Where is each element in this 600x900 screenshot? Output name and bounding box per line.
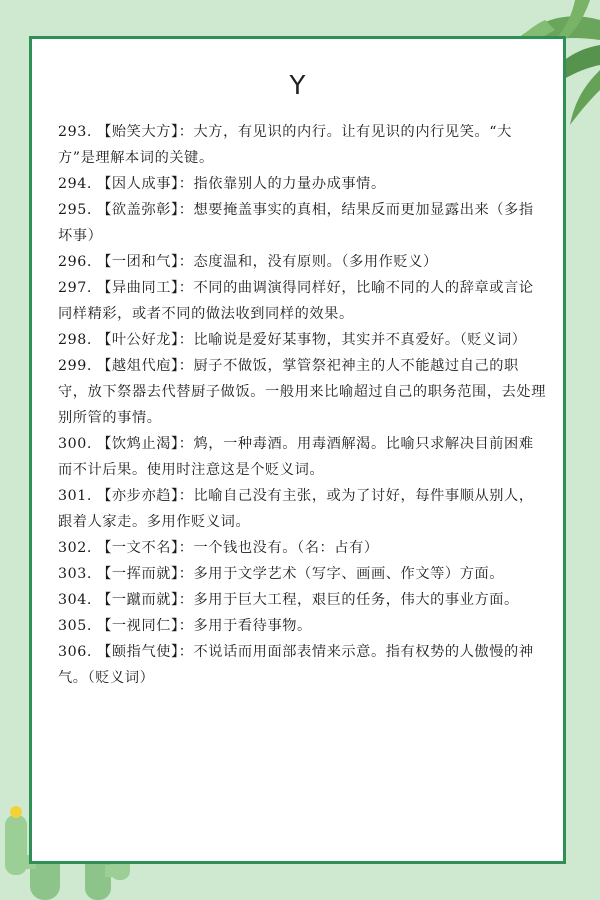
idiom-entry-297: 297. 【异曲同工】：不同的曲调演得同样好，比喻不同的人的辞章或言论同样精彩，或者不同的做法收到同样的效果。 (58, 280, 534, 322)
idiom-entry-295: 295. 【欲盖弥彰】：想要掩盖事实的真相，结果反而更加显露出来（多指坏事） (58, 202, 534, 244)
idiom-entry-294: 294. 【因人成事】：指依靠别人的力量办成事情。 (58, 176, 386, 192)
content-card (29, 36, 566, 864)
idiom-entry-303: 303. 【一挥而就】：多用于文学艺术（写字、画画、作文等）方面。 (58, 566, 505, 582)
idiom-entry-301: 301. 【亦步亦趋】：比喻自己没有主张，或为了讨好，每件事顺从别人，跟着人家走。多用作贬义词。 (58, 488, 534, 530)
idiom-entry-299: 299. 【越俎代庖】：厨子不做饭，掌管祭祀神主的人不能越过自己的职守，放下祭器去代替厨子做饭。一般用来比喻超过自己的职务范围，去处理别所管的事情。 (58, 358, 546, 426)
idiom-entry-300: 300. 【饮鸩止渴】：鸩，一种毒酒。用毒酒解渴。比喻只求解决目前困难而不计后果。使用时注意这是个贬义词。 (58, 436, 534, 478)
section-letter: Y (289, 71, 306, 101)
idiom-entry-306: 306. 【颐指气使】：不说话而用面部表情来示意。指有权势的人傲慢的神气。（贬义词） (58, 644, 534, 686)
idiom-entry-304: 304. 【一蹴而就】：多用于巨大工程，艰巨的任务，伟大的事业方面。 (58, 592, 519, 608)
idiom-entry-293: 293. 【贻笑大方】：大方，有见识的内行。让有见识的内行见笑。“大方”是理解本词的关键。 (58, 124, 512, 166)
idiom-entry-302: 302. 【一文不名】：一个钱也没有。（名：占有） (58, 540, 379, 556)
idiom-entry-298: 298. 【叶公好龙】：比喻说是爱好某事物，其实并不真爱好。（贬义词） (58, 332, 527, 348)
idiom-list (58, 119, 546, 691)
idiom-entry-305: 305. 【一视同仁】：多用于看待事物。 (58, 618, 312, 634)
idiom-entry-296: 296. 【一团和气】：态度温和，没有原则。（多用作贬义） (58, 254, 438, 270)
